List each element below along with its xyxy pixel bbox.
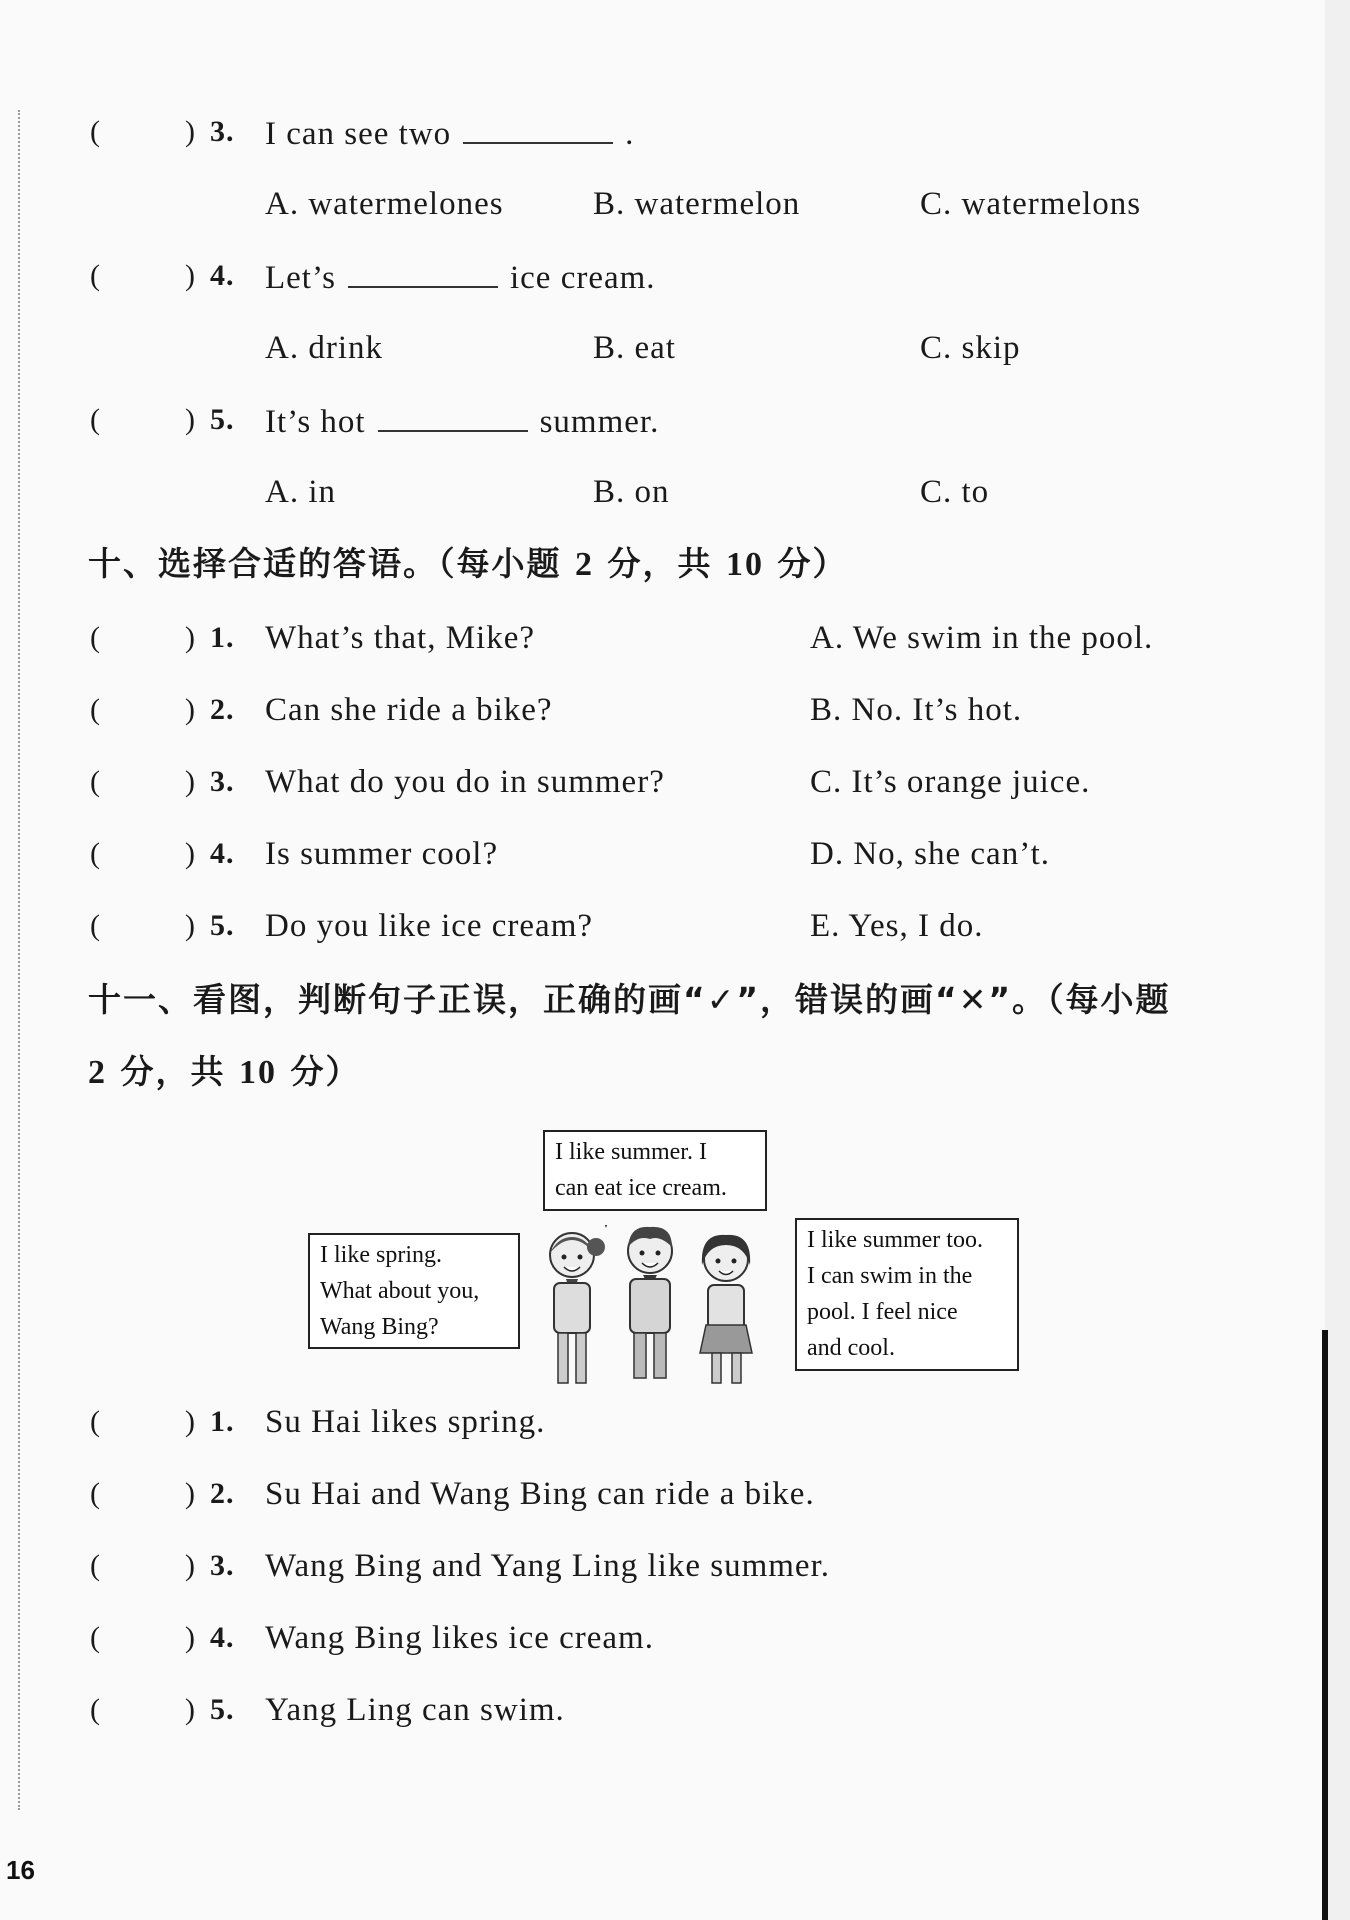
answer-choice: A. We swim in the pool. bbox=[810, 620, 1154, 656]
fill-blank[interactable] bbox=[463, 112, 613, 144]
edge-black-bar bbox=[1322, 1330, 1328, 1920]
option-c: C. to bbox=[920, 474, 990, 510]
match-row: ( ) 4. Is summer cool? D. No, she can’t. bbox=[90, 836, 1051, 872]
question-number: 4. bbox=[210, 837, 235, 870]
girl-right-figure bbox=[700, 1235, 752, 1383]
judge-row: ( ) 5. Yang Ling can swim. bbox=[90, 1692, 565, 1728]
question-number: 2. bbox=[210, 693, 235, 726]
speech-bubble-left: I like spring. What about you, Wang Bing? bbox=[308, 1233, 520, 1349]
page-number: 16 bbox=[6, 1855, 35, 1885]
question-number: 5. bbox=[210, 909, 235, 942]
question-row: ( ) 3. I can see two . bbox=[0, 112, 1300, 152]
three-children-illustration bbox=[530, 1225, 770, 1385]
option-b: B. eat bbox=[593, 330, 676, 366]
option-a: A. drink bbox=[265, 330, 383, 366]
question-row: ( ) 5. It’s hot summer. bbox=[0, 400, 1300, 440]
section-heading-11: 十一、看图，判断句子正误，正确的画“✓”，错误的画“✕”。（每小题 bbox=[88, 980, 1171, 1019]
question-text: Is summer cool? bbox=[265, 836, 499, 872]
question-number: 5. bbox=[210, 403, 235, 436]
option-c: C. skip bbox=[920, 330, 1021, 366]
question-number: 4. bbox=[210, 259, 235, 292]
girl-left-figure bbox=[550, 1233, 605, 1383]
question-text: Do you like ice cream? bbox=[265, 908, 594, 944]
question-text: I can see two . bbox=[265, 112, 634, 154]
match-row: ( ) 1. What’s that, Mike? A. We swim in the pool. bbox=[90, 620, 1154, 656]
options-row bbox=[0, 328, 1300, 368]
section-heading-11-line2: 2 分，共 10 分） bbox=[88, 1052, 361, 1091]
question-number: 3. bbox=[210, 765, 235, 798]
option-a: A. in bbox=[265, 474, 336, 510]
question-number: 3. bbox=[210, 115, 235, 148]
question-text: It’s hot summer. bbox=[265, 400, 659, 442]
judge-row: ( ) 3. Wang Bing and Yang Ling like summer. bbox=[90, 1548, 830, 1584]
match-row: ( ) 3. What do you do in summer? C. It’s orange juice. bbox=[90, 764, 1091, 800]
question-text: Su Hai and Wang Bing can ride a bike. bbox=[265, 1476, 815, 1512]
question-text: Su Hai likes spring. bbox=[265, 1404, 546, 1440]
question-number: 2. bbox=[210, 1477, 235, 1510]
section-heading-10: 十、选择合适的答语。（每小题 2 分，共 10 分） bbox=[88, 544, 848, 583]
options-row bbox=[0, 184, 1300, 224]
page-edge-shade bbox=[1325, 0, 1350, 1920]
question-text: Let’s ice cream. bbox=[265, 256, 656, 298]
option-a: A. watermelones bbox=[265, 186, 504, 222]
judge-row: ( ) 2. Su Hai and Wang Bing can ride a bike. bbox=[90, 1476, 815, 1512]
answer-choice: B. No. It’s hot. bbox=[810, 692, 1023, 728]
question-number: 3. bbox=[210, 1549, 235, 1582]
question-text: Wang Bing and Yang Ling like summer. bbox=[265, 1548, 830, 1584]
question-text: What’s that, Mike? bbox=[265, 620, 536, 656]
question-text: Yang Ling can swim. bbox=[265, 1692, 565, 1728]
question-number: 1. bbox=[210, 621, 235, 654]
option-b: B. watermelon bbox=[593, 186, 801, 222]
question-text: What do you do in summer? bbox=[265, 764, 665, 800]
judge-row: ( ) 4. Wang Bing likes ice cream. bbox=[90, 1620, 654, 1656]
question-text: Can she ride a bike? bbox=[265, 692, 553, 728]
question-number: 5. bbox=[210, 1693, 235, 1726]
speech-bubble-right: I like summer too. I can swim in the pool. I feel nice and cool. bbox=[795, 1218, 1019, 1371]
answer-choice: D. No, she can’t. bbox=[810, 836, 1051, 872]
question-text: Wang Bing likes ice cream. bbox=[265, 1620, 654, 1656]
options-row bbox=[0, 472, 1300, 512]
option-c: C. watermelons bbox=[920, 186, 1142, 222]
answer-choice: E. Yes, I do. bbox=[810, 908, 984, 944]
answer-choice: C. It’s orange juice. bbox=[810, 764, 1091, 800]
illustration-scene bbox=[305, 1125, 1025, 1385]
match-row: ( ) 2. Can she ride a bike? B. No. It’s hot. bbox=[90, 692, 1023, 728]
boy-middle-figure bbox=[628, 1227, 672, 1378]
speech-bubble-middle: I like summer. I can eat ice cream. bbox=[543, 1130, 767, 1211]
fill-blank[interactable] bbox=[378, 400, 528, 432]
fill-blank[interactable] bbox=[348, 256, 498, 288]
judge-row: ( ) 1. Su Hai likes spring. bbox=[90, 1404, 546, 1440]
option-b: B. on bbox=[593, 474, 670, 510]
question-number: 1. bbox=[210, 1405, 235, 1438]
match-row: ( ) 5. Do you like ice cream? E. Yes, I do. bbox=[90, 908, 984, 944]
question-row: ( ) 4. Let’s ice cream. bbox=[0, 256, 1300, 296]
question-number: 4. bbox=[210, 1621, 235, 1654]
